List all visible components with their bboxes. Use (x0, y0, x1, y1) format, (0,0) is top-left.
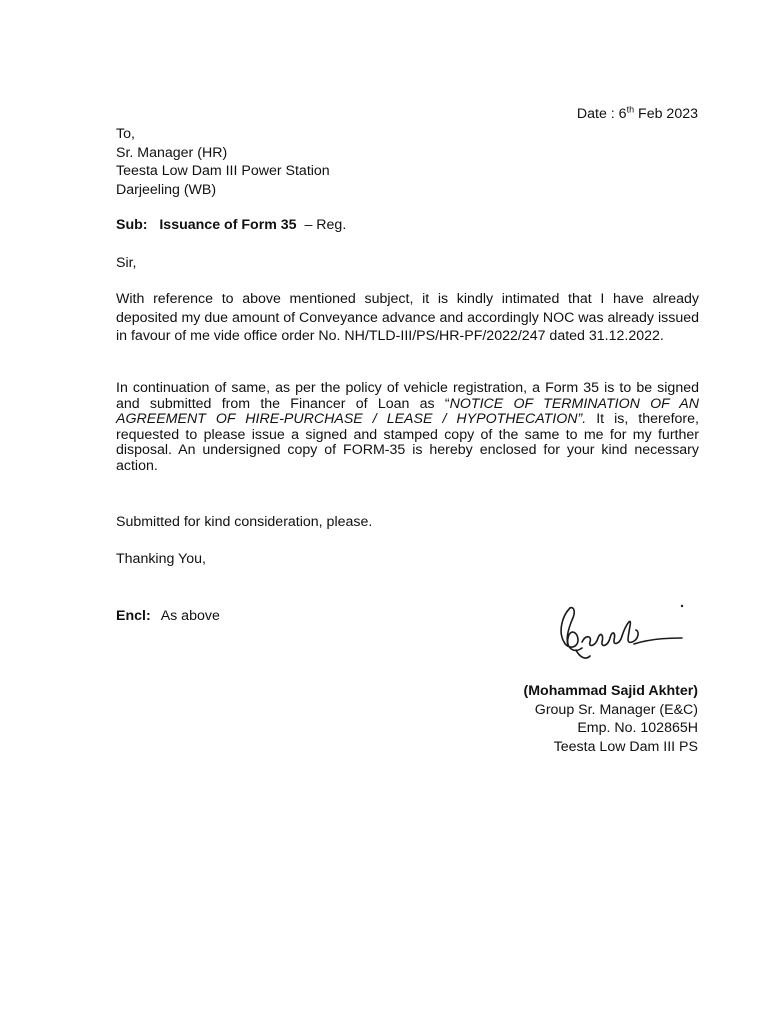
enclosure-label: Encl: (116, 608, 151, 624)
body-paragraph-2 (116, 381, 699, 475)
closing-line: Submitted for kind consideration, please. (116, 514, 373, 530)
address-line: Teesta Low Dam III Power Station (116, 163, 330, 179)
subject-suffix: – Reg. (300, 217, 347, 233)
date-superscript: th (626, 104, 635, 115)
signer-employee-number: Emp. No. 102865H (577, 720, 698, 736)
date-suffix: Feb 2023 (634, 106, 698, 122)
handwritten-signature (556, 598, 688, 662)
signatory-block (524, 682, 698, 756)
signer-designation: Group Sr. Manager (E&C) (534, 701, 698, 718)
enclosure-line (116, 608, 220, 624)
subject-label: Sub: (116, 217, 148, 233)
salutation: Sir, (116, 255, 137, 271)
letter-date (577, 106, 698, 122)
subject-title: Issuance of Form 35 (159, 217, 297, 233)
subject-line (116, 217, 346, 233)
signer-name: (Mohammad Sajid Akhter) (523, 683, 698, 699)
signer-organization: Teesta Low Dam III PS (553, 738, 698, 755)
recipient-address (116, 125, 330, 199)
para2-text-end: It is, therefore, requested to please issue a signed and stamped copy of the same to me for my further disposal. An undersigned copy of FORM-35 is hereby enclosed for your kind necessary action. (116, 411, 699, 474)
address-line: Darjeeling (WB) (116, 181, 217, 198)
para2-italic-notice: NOTICE OF TERMINATION OF AN AGREEMENT OF HIRE-PURCHASE / LEASE / HYPOTHECATION”. (116, 395, 699, 428)
body-paragraph-1: With reference to above mentioned subject, it is kindly intimated that I have already deposited my due amount of Conveyance advance and accordingly NOC was already issued in favour of me vide office order No. NH/TLD-III/PS/HR-PF/2022/247 dated 31.12.2022. (116, 291, 699, 344)
para2-text-start: In continuation of same, as per the policy of vehicle registration, a Form 35 is to be signed and submitted from the Financer of Loan as “ (116, 380, 699, 412)
enclosure-value: As above (160, 608, 220, 624)
address-line: To, (116, 126, 135, 142)
date-prefix: Date : 6 (576, 106, 627, 122)
thanking-line: Thanking You, (116, 551, 206, 567)
address-line: Sr. Manager (HR) (116, 144, 228, 161)
